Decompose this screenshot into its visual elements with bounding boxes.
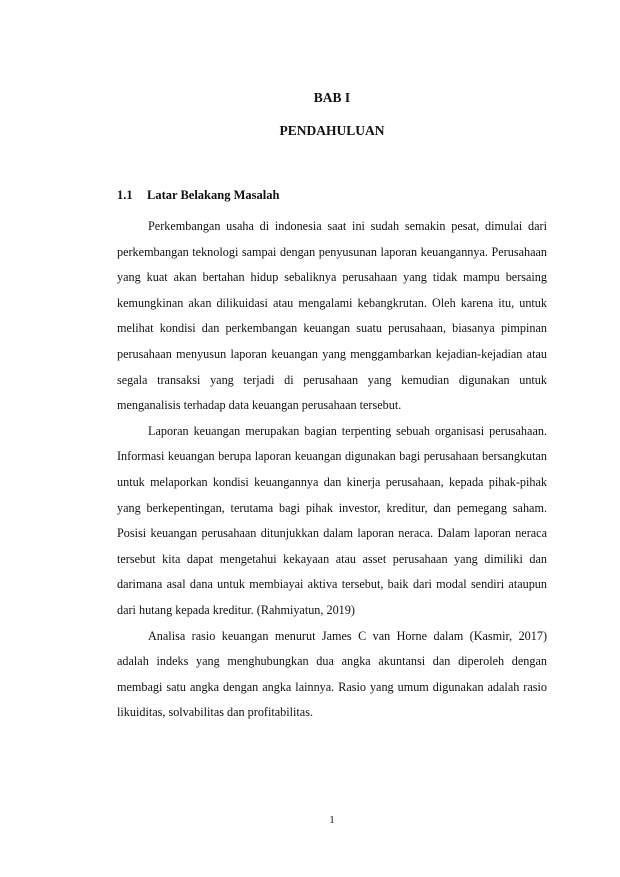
paragraph-2: Laporan keuangan merupakan bagian terpenting sebuah organisasi perusahaan. Informasi keuangan berupa laporan keuangan digunakan bagi perusahaan bersangkutan untuk melaporkan kondisi keuangannya dan kinerja perusahaan, kepada pihak-pihak yang berkepentingan, terutama bagi pihak investor, kreditur, dan pemegang saham. Posisi keuangan perusahaan ditunjukkan dalam laporan neraca. Dalam laporan neraca tersebut kita dapat mengetahui kekayaan atau asset perusahaan yang dimiliki dan darimana asal dana untuk membiayai aktiva tersebut, baik dari modal sendiri ataupun dari hutang kepada kreditur. (Rahmiyatun, 2019) [117, 423, 547, 617]
chapter-heading: BAB I [313, 90, 351, 105]
paragraph-3: Analisa rasio keuangan menurut James C van Horne dalam (Kasmir, 2017) adalah indeks yang menghubungkan dua angka akuntansi dan diperoleh dengan membagi satu angka dengan angka lainnya. Rasio yang umum digunakan adalah rasio likuiditas, solvabilitas dan profitabilitas. [117, 628, 547, 720]
paragraph-1: Perkembangan usaha di indonesia saat ini sudah semakin pesat, dimulai dari perkembangan teknologi sampai dengan penyusunan laporan keuangannya. Perusahaan yang kuat akan bertahan hidup sebaliknya perusahaan yang tidak mampu bersaing kemungkinan akan dilikuidasi atau mengalami kebangkrutan. Oleh karena itu, untuk melihat kondisi dan perkembangan keuangan suatu perusahaan, biasanya pimpinan perusahaan menyusun laporan keuangan yang menggambarkan kejadian-kejadian atau segala transaksi yang terjadi di perusahaan yang kemudian digunakan untuk menganalisis terhadap data keuangan perusahaan tersebut. [117, 219, 547, 413]
section-number: 1.1 [117, 188, 133, 202]
body-text [117, 214, 547, 726]
section-title: Latar Belakang Masalah [147, 188, 280, 202]
chapter-title: PENDAHULUAN [279, 123, 385, 138]
page-number: 1 [329, 814, 335, 826]
section-heading [117, 188, 279, 203]
